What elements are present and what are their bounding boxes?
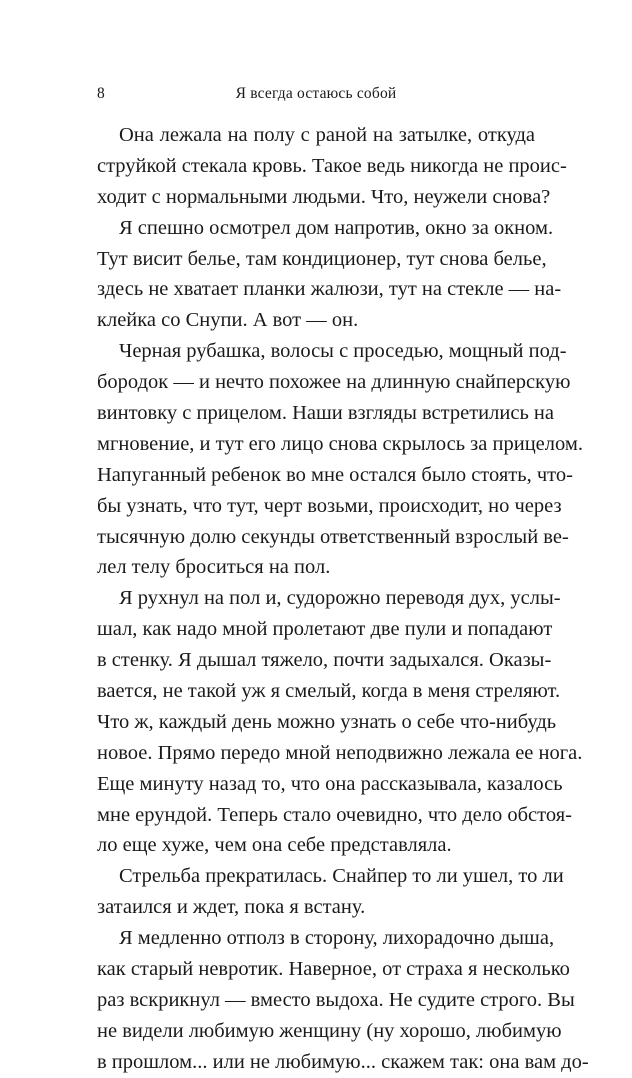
text-line: клейка со Снупи. А вот — он. — [97, 309, 359, 332]
text-line: ходит с нормальными людьми. Что, неужели снова? — [97, 185, 551, 208]
text-line: новое. Прямо передо мной неподвижно лежала ее нога. — [97, 741, 583, 764]
text-line: мне ерундой. Теперь стало очевидно, что дело обстоя- — [97, 803, 572, 826]
text-line: в прошлом... или не любимую... скажем так: она вам до- — [97, 1050, 589, 1073]
text-line: вается, не такой уж я смелый, когда в меня стреляют. — [97, 680, 561, 703]
text-line: Еще минуту назад то, что она рассказывала, казалось — [97, 772, 563, 795]
text-line: лел телу броситься на пол. — [97, 556, 331, 579]
text-line: Стрельба прекратилась. Снайпер то ли ушел, то ли — [119, 865, 564, 888]
text-line: тысячную долю секунды ответственный взрослый ве- — [97, 525, 569, 548]
text-line: Что ж, каждый день можно узнать о себе что-нибудь — [97, 710, 557, 733]
body-text — [97, 120, 589, 1078]
text-line: бородок — и нечто похожее на длинную снайперскую — [97, 371, 571, 394]
text-line: Я рухнул на пол и, судорожно переводя дух, услы- — [119, 587, 561, 610]
text-line: винтовку с прицелом. Наши взгляды встретились на — [97, 402, 554, 425]
text-line: ло еще хуже, чем она себе представляла. — [97, 834, 452, 857]
page-number: 8 — [97, 85, 105, 102]
text-line: Она лежала на полу с раной на затылке, откуда — [119, 124, 535, 146]
text-line: бы узнать, что тут, черт возьми, происходит, но через — [97, 494, 562, 517]
text-line: Черная рубашка, волосы с проседью, мощный под- — [119, 340, 567, 363]
text-line: Тут висит белье, там кондиционер, тут снова белье, — [97, 247, 547, 270]
page-header — [97, 83, 535, 105]
text-line: шал, как надо мной пролетают две пули и попадают — [97, 618, 553, 641]
text-line: как старый невротик. Наверное, от страха я несколько — [97, 958, 570, 981]
running-title: Я всегда остаюсь собой — [235, 85, 397, 102]
text-line: Напуганный ребенок во мне остался было стоять, что- — [97, 463, 573, 486]
text-line: затаился и ждет, пока я встану. — [97, 896, 366, 919]
text-line: Я медленно отполз в сторону, лихорадочно дыша, — [119, 927, 555, 950]
text-line: не видели любимую женщину (ну хорошо, любимую — [97, 1019, 562, 1042]
text-line: Я спешно осмотрел дом напротив, окно за окном. — [119, 216, 554, 239]
text-line: мгновение, и тут его лицо снова скрылось за прицелом. — [97, 432, 583, 455]
text-line: струйкой стекала кровь. Такое ведь никогда не проис- — [97, 154, 567, 177]
text-line: в стенку. Я дышал тяжело, почти задыхался. Оказы- — [97, 649, 552, 672]
text-line: раз вскрикнул — вместо выдоха. Не судите строго. Вы — [97, 988, 575, 1011]
text-line: здесь не хватает планки жалюзи, тут на стекле — на- — [97, 278, 562, 301]
